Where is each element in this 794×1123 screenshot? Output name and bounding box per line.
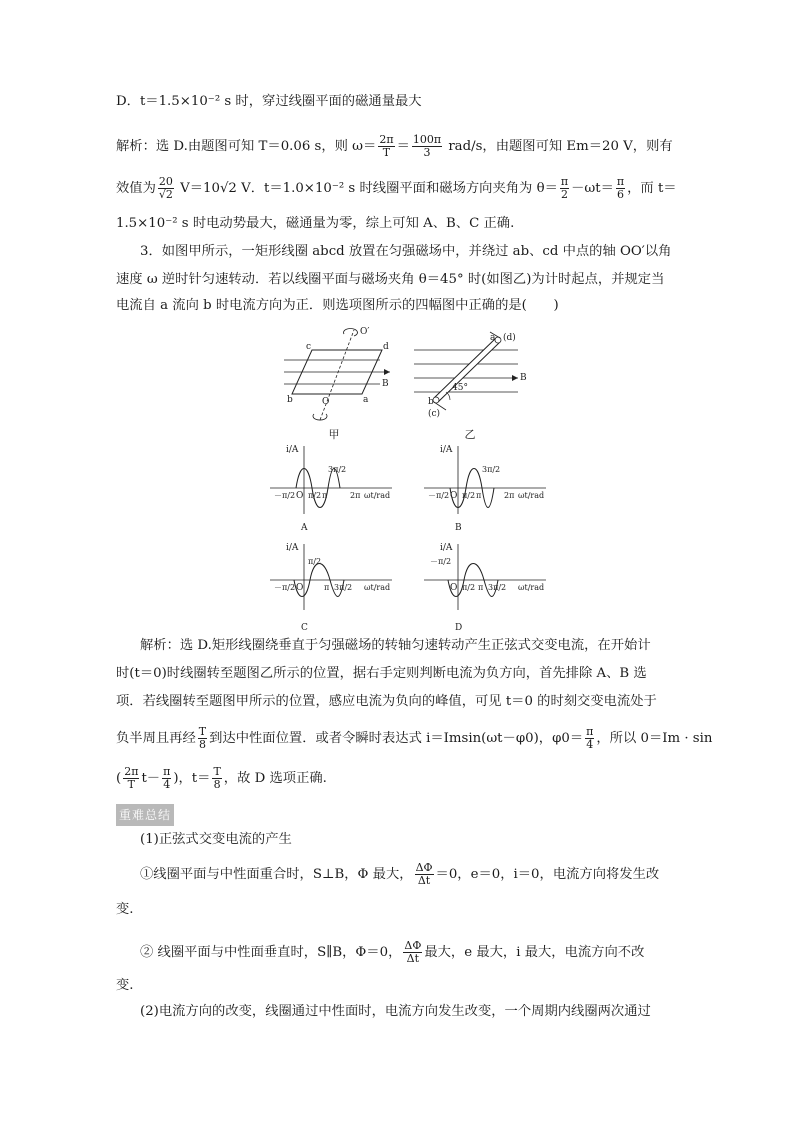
svg-text:a: a xyxy=(363,395,369,405)
summary-tag-row xyxy=(116,804,174,826)
svg-text:b: b xyxy=(428,397,434,407)
svg-text:3π/2: 3π/2 xyxy=(328,465,347,474)
analysis-line-3: 1.5×10⁻² s 时电动势最大，磁通量为零，综上可知 A、B、C 正确. xyxy=(116,216,515,231)
svg-text:π: π xyxy=(324,583,330,592)
graph-c xyxy=(266,540,396,632)
figure-yi xyxy=(410,328,535,420)
svg-text:－π/2: －π/2 xyxy=(428,491,450,500)
analysis-q3-line-1: 解析：选 D.矩形线圈绕垂直于匀强磁场的转轴匀速转动产生正弦式交变电流，在开始计 xyxy=(140,638,651,653)
svg-text:ωt/rad: ωt/rad xyxy=(364,491,391,500)
summary-heading-1: (1)正弦式交变电流的产生 xyxy=(140,832,292,847)
svg-text:3π/2: 3π/2 xyxy=(488,583,507,592)
fraction-pi-over-2: $\frac{\pi}{2}$ xyxy=(560,175,569,201)
fraction-2pi-over-T: $\frac{2\pi}{T}$ xyxy=(379,133,394,159)
svg-text:d: d xyxy=(383,342,389,352)
summary-point-2-cont: 变. xyxy=(116,978,134,993)
option-b-label: B xyxy=(455,523,462,532)
svg-text:ωt/rad: ωt/rad xyxy=(518,583,545,592)
analysis-q3-line-2: 时(t＝0)时线圈转至题图乙所示的位置，据右手定则判断电流为负方向，首先排除 A、B 选 xyxy=(116,666,647,681)
fraction-dphi-dt: $\frac{\Delta\Phi}{\Delta t}$ xyxy=(415,861,433,887)
svg-text:O: O xyxy=(450,583,458,593)
analysis-q3-line-4: 负半周且再经 $\frac{T}{8}$ 到达中性面位置．或者令瞬时表达式 i＝Imsin(ωt－φ0)，φ0＝ $\frac{\pi}{4}$ ，所以 0＝Im · sin xyxy=(116,725,713,751)
svg-text:π: π xyxy=(478,583,484,592)
question-3-line-3: 电流自 a 流向 b 时电流方向为正．则选项图所示的四幅图中正确的是( ) xyxy=(116,298,559,313)
svg-text:i/A: i/A xyxy=(286,543,299,553)
svg-text:O: O xyxy=(296,583,304,593)
svg-text:π/2: π/2 xyxy=(308,491,322,500)
svg-text:b: b xyxy=(287,395,293,405)
fraction-100pi-over-3: $\frac{100\pi}{3}$ xyxy=(412,133,442,159)
graph-d xyxy=(420,540,550,632)
svg-text:π: π xyxy=(322,491,328,500)
svg-text:O: O xyxy=(322,397,330,407)
question-3-line-2: 速度 ω 逆时针匀速转动．若以线圈平面与磁场夹角 θ＝45° 时(如图乙)为计时起点，并规定当 xyxy=(116,272,665,287)
graph-a xyxy=(266,442,396,532)
svg-text:(d): (d) xyxy=(503,333,516,343)
option-d-text: D．t＝1.5×10⁻² s 时，穿过线圈平面的磁通量最大 xyxy=(116,94,422,109)
svg-text:π/2: π/2 xyxy=(462,583,476,592)
svg-text:2π: 2π xyxy=(504,491,515,500)
analysis-q3-line-3: 项．若线圈转至题图甲所示的位置，感应电流为负向的峰值，可见 t＝0 的时刻交变电流处于 xyxy=(116,694,657,709)
fraction-pi-over-4: $\frac{\pi}{4}$ xyxy=(586,725,594,751)
svg-text:O: O xyxy=(296,491,304,501)
analysis-text: 解析：选 D.由题图可知 T＝0.06 s，则 ω＝ xyxy=(116,139,377,154)
svg-text:π: π xyxy=(476,491,482,500)
label-o-prime: O′ xyxy=(360,327,370,337)
svg-text:－π/2: －π/2 xyxy=(274,491,296,500)
svg-text:ωt/rad: ωt/rad xyxy=(518,491,545,500)
analysis-line-2: 效值为 $\frac{20}{√2}$ V＝10√2 V．t＝1.0×10⁻² s 时线圈平面和磁场方向夹角为 θ＝ $\frac{\pi}{2}$ －ωt＝ $\frac{\pi}{6}$ ，而 t＝ xyxy=(116,175,677,201)
option-c-label: C xyxy=(301,623,308,632)
svg-text:3π/2: 3π/2 xyxy=(334,583,353,592)
svg-text:ωt/rad: ωt/rad xyxy=(364,583,391,592)
graph-b xyxy=(420,442,550,532)
svg-text:π/2: π/2 xyxy=(462,491,476,500)
caption-yi: 乙 xyxy=(464,428,476,441)
summary-heading-2: (2)电流方向的改变，线圈通过中性面时，电流方向发生改变，一个周期内线圈两次通过 xyxy=(140,1004,651,1019)
svg-text:i/A: i/A xyxy=(440,445,453,455)
svg-text:π/2: π/2 xyxy=(308,557,322,566)
svg-text:－π/2: －π/2 xyxy=(430,557,452,566)
svg-text:45°: 45° xyxy=(452,383,468,393)
summary-point-1: ①线圈平面与中性面重合时，S⊥B，Φ 最大， $\frac{\Delta\Phi}{\Delta t}$ ＝0，e＝0，i＝0，电流方向将发生改 xyxy=(140,861,660,887)
question-3-line-1: 3．如图甲所示，一矩形线圈 abcd 放置在匀强磁场中，并绕过 ab、cd 中点的轴 OO′以角 xyxy=(140,244,672,259)
option-d-label: D xyxy=(455,623,463,632)
svg-text:(c): (c) xyxy=(428,409,441,419)
figure-jia xyxy=(282,322,392,422)
option-a-label: A xyxy=(301,523,308,532)
svg-text:3π/2: 3π/2 xyxy=(482,465,501,474)
summary-tag: 重难总结 xyxy=(116,804,174,826)
caption-jia: 甲 xyxy=(328,428,340,441)
svg-text:B: B xyxy=(382,379,389,389)
summary-point-2: ② 线圈平面与中性面垂直时，S∥B，Φ＝0， $\frac{\Delta\Phi}{\Delta t}$ 最大，e 最大，i 最大，电流方向不改 xyxy=(140,939,645,965)
svg-text:c: c xyxy=(306,342,312,352)
svg-text:O: O xyxy=(450,491,458,501)
svg-text:B: B xyxy=(520,373,527,383)
svg-text:i/A: i/A xyxy=(440,543,453,553)
fraction-pi-over-6: $\frac{\pi}{6}$ xyxy=(616,175,625,201)
analysis-q3-line-5: ( $\frac{2\pi}{T}$ t－ $\frac{\pi}{4}$ )，t＝ $\frac{T}{8}$ ，故 D 选项正确. xyxy=(116,765,327,791)
fraction-T-over-8: $\frac{T}{8}$ xyxy=(198,725,207,751)
svg-text:a: a xyxy=(490,333,496,343)
analysis-line-1: 解析：选 D.由题图可知 T＝0.06 s，则 ω＝ $\frac{2\pi}{T}$ ＝ $\frac{100\pi}{3}$ rad/s，由题图可知 Em＝20 V，则有 xyxy=(116,133,673,159)
svg-text:i/A: i/A xyxy=(286,445,299,455)
summary-point-1-cont: 变. xyxy=(116,902,134,917)
fraction-20-over-root2: $\frac{20}{√2}$ xyxy=(158,175,173,201)
svg-text:－π/2: －π/2 xyxy=(274,583,296,592)
svg-text:2π: 2π xyxy=(350,491,361,500)
